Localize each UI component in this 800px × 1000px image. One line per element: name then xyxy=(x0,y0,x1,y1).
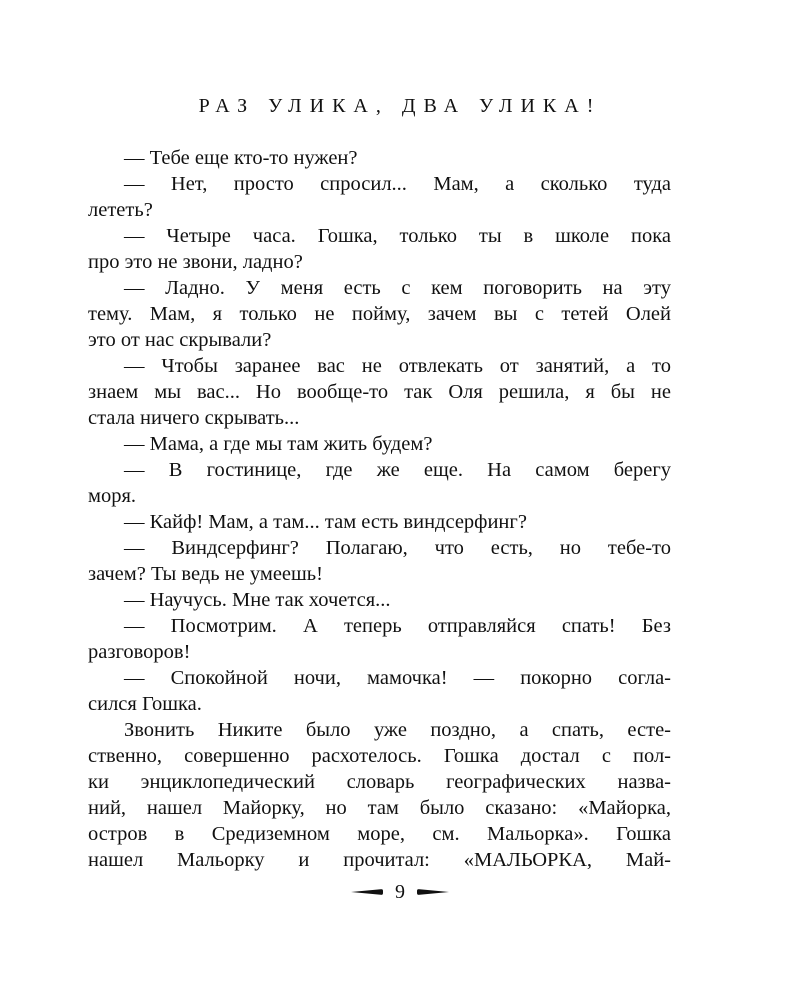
text-line: — Виндсерфинг? Полагаю, что есть, но тебе-то xyxy=(124,537,671,559)
running-head-title: РАЗ УЛИКА, ДВА УЛИКА! xyxy=(198,95,602,117)
text-line: разговоров! xyxy=(88,641,191,663)
text-line: — Нет, просто спросил... Мам, а сколько туда xyxy=(124,173,671,195)
body-text xyxy=(88,145,671,873)
text-line: — Мама, а где мы там жить будем? xyxy=(124,433,433,455)
text-line: — Чтобы заранее вас не отвлекать от занятий, а то xyxy=(124,355,671,377)
text-line: — Научусь. Мне так хочется... xyxy=(124,589,391,611)
text-line: ний, нашел Майорку, но там было сказано: «Майорка, xyxy=(88,797,671,819)
text-line: про это не звони, ладно? xyxy=(88,251,303,273)
left-ornament-icon xyxy=(351,889,383,895)
text-line: зачем? Ты ведь не умеешь! xyxy=(88,563,323,585)
text-line: — Кайф! Мам, а там... там есть виндсерфинг? xyxy=(124,511,527,533)
text-line: стала ничего скрывать... xyxy=(88,407,300,429)
text-line: — Тебе еще кто-то нужен? xyxy=(124,147,358,169)
text-line: сился Гошка. xyxy=(88,693,202,715)
text-line: — Четыре часа. Гошка, только ты в школе пока xyxy=(124,225,671,247)
text-line: — Спокойной ночи, мамочка! — покорно согла- xyxy=(124,667,671,689)
text-line: — В гостинице, где же еще. На самом берегу xyxy=(124,459,671,481)
text-line: ственно, совершенно расхотелось. Гошка достал с пол- xyxy=(88,745,671,767)
text-line: — Ладно. У меня есть с кем поговорить на эту xyxy=(124,277,671,299)
text-line: это от нас скрывали? xyxy=(88,329,272,351)
right-ornament-icon xyxy=(417,889,449,895)
text-line: — Посмотрим. А теперь отправляйся спать! Без xyxy=(124,615,671,637)
text-line: моря. xyxy=(88,485,137,507)
page-number: 9 xyxy=(395,881,405,903)
text-line: нашел Мальорку и прочитал: «МАЛЬОРКА, Май- xyxy=(88,849,671,871)
text-line: ки энциклопедический словарь географических назва- xyxy=(88,771,671,793)
page-footer xyxy=(0,880,800,904)
text-line: остров в Средиземном море, см. Мальорка». Гошка xyxy=(88,823,671,845)
text-line: Звонить Никите было уже поздно, а спать, есте- xyxy=(124,719,671,741)
text-line: знаем мы вас... Но вообще-то так Оля решила, я бы не xyxy=(88,381,671,403)
text-line: лететь? xyxy=(88,199,153,221)
text-line: тему. Мам, я только не пойму, зачем вы с тетей Олей xyxy=(88,303,671,325)
